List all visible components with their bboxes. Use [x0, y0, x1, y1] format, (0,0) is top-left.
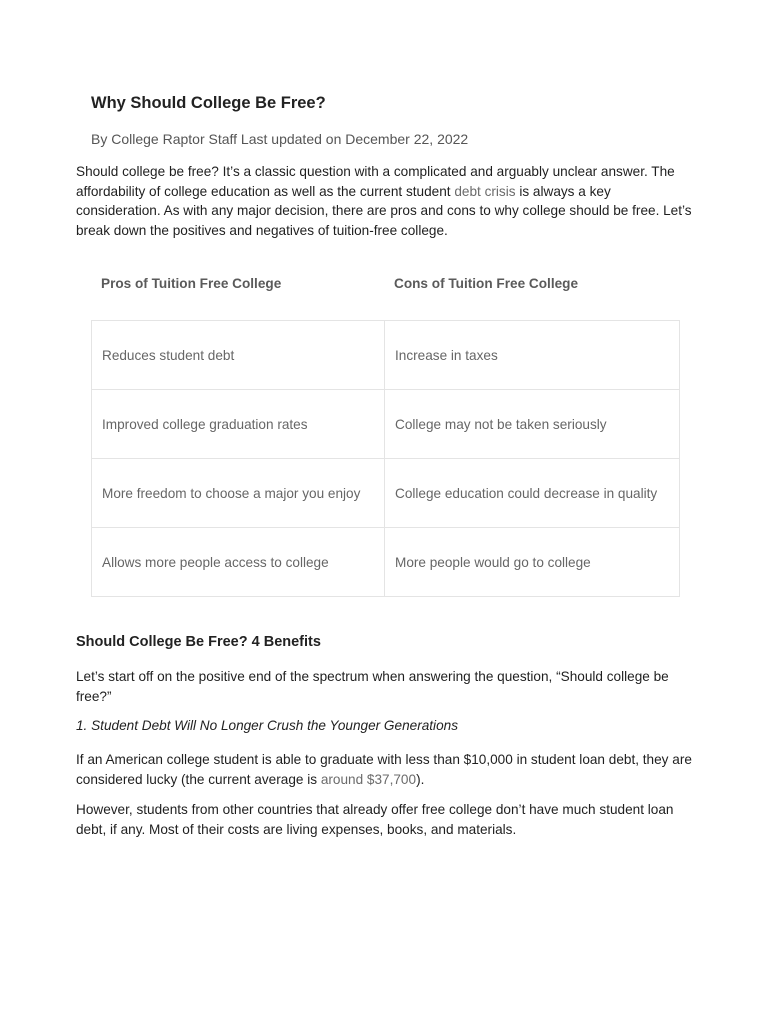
- cons-column-header: Cons of Tuition Free College: [394, 276, 579, 291]
- table-row: [92, 390, 680, 459]
- pros-cell: Allows more people access to college: [92, 528, 385, 597]
- pros-cell: Improved college graduation rates: [92, 390, 385, 459]
- debt-text-end: ).: [416, 771, 425, 787]
- cons-cell: College education could decrease in quality: [385, 459, 680, 528]
- table-row: [92, 528, 680, 597]
- debt-text-start: If an American college student is able to graduate with less than $10,000 in student loan debt, they are considered lucky (the current average is: [76, 752, 692, 787]
- debt-crisis-link[interactable]: debt crisis: [454, 183, 516, 199]
- pros-cell: Reduces student debt: [92, 321, 385, 390]
- student-debt-paragraph: [76, 750, 696, 789]
- benefits-intro-paragraph: Let’s start off on the positive end of the spectrum when answering the question, “Should college be free?”: [76, 669, 669, 704]
- other-countries-paragraph: However, students from other countries that already offer free college don’t have much student loan debt, if any. Most of their costs are living expenses, books, and materials.: [76, 802, 674, 837]
- cons-cell: College may not be taken seriously: [385, 390, 680, 459]
- intro-text-end: is always a key consideration. As with any major decision, there are pros and cons to why college should be free. Let’s break down the positives and negatives of tuition-free college.: [76, 183, 692, 238]
- table-row: [92, 459, 680, 528]
- benefits-heading: Should College Be Free? 4 Benefits: [76, 634, 321, 650]
- pros-cons-table: [91, 320, 680, 597]
- cons-cell: More people would go to college: [385, 528, 680, 597]
- benefit-1-subheading: 1. Student Debt Will No Longer Crush the Younger Generations: [76, 718, 458, 733]
- intro-paragraph: [76, 162, 696, 240]
- article-byline: By College Raptor Staff Last updated on December 22, 2022: [91, 131, 469, 147]
- pros-cell: More freedom to choose a major you enjoy: [92, 459, 385, 528]
- pros-column-header: Pros of Tuition Free College: [101, 276, 282, 291]
- average-debt-link[interactable]: around $37,700: [320, 771, 417, 787]
- article-title: Why Should College Be Free?: [91, 94, 326, 112]
- cons-cell: Increase in taxes: [385, 321, 680, 390]
- intro-text-start: Should college be free? It’s a classic question with a complicated and arguably unclear answer. The affordability of college education as well as the current student: [76, 164, 675, 199]
- table-row: [92, 321, 680, 390]
